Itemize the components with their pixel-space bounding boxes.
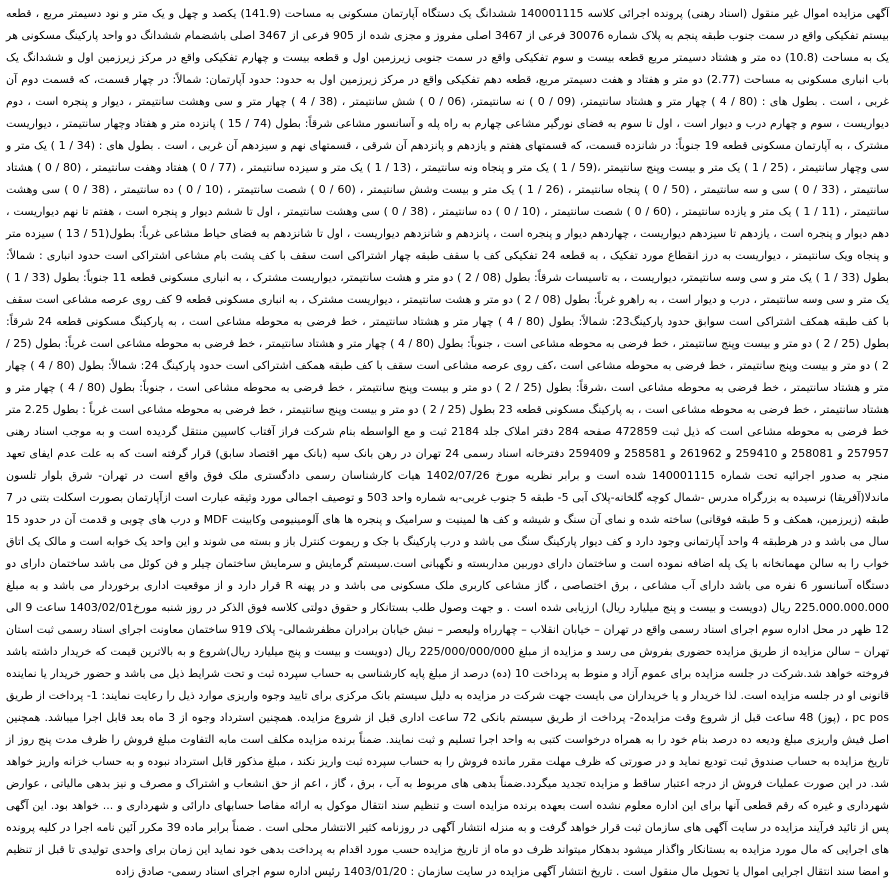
auction-notice-text: آگهی مزایده اموال غیر منقول (اسناد رهنی) پرونده اجرائی کلاسه 140001115 ششدانگ یک دستگاه آپارتمان مسکونی به مساحت (141.9) یکصد و چهل و یک متر و نود دسیمتر مربع ، قطعه بیستم تفکیکی واقع در سمت جنوب طبقه پنجم به پلاک شماره 30076 فرعی از 3467 اصلی مفروز و مجزی شده از 905 فرعی از 3467 اصلی باشضمام ششدانگ دو واحد پارکینگ مسکونی هر یک به مساحت (10.8) ده متر و هشتاد دسیمتر مربع قطعه بیست و سوم تفکیکی واقع در سمت جنوبی زیرزمین اول و قطعه بیست و چهارم تفکیکی واقع در مرکز زیرزمین اول و ششدانگ یک باب انباری مسکونی به مساحت (2.77) دو متر و هفتاد و هفت دسیمتر مربع، قطعه دهم تفکیکی واقع در مرکز زیرزمین اول به حدود: حدود آپارتمان: شمالاً: در چهار قسمت، که قسمت دوم آن غربی ، است . بطول های : (80 / 4 ) چهار متر و هشتاد سانتیمتر، (09 / 0 ) نه سانتیمتر، (06 / 0 ) شش سانتیمتر ، (38 / 4 ) چهار متر و سی وهشت سانتیمتر ، دیوار و پنجره است ، دوم دیواریست ، سوم و چهارم درب و دیوار است ، اول تا سوم به فضای نورگیر مشاعی چهارم به راه پله و آسانسور مشاعی شرقاً: بطول (74 / 15 ) پانزده متر و هفتاد وچهار سانتیمتر ، دیواریست مشترک ، به آپارتمان مسکونی قطعه 19 جنوباً: در شانزده قسمت، که قسمتهای هفتم و یازدهم و پانزدهم آن شرقی ، قسمتهای نهم و سیزدهم آن غربی ، است . بطول های : (34 / 1 ) یک متر و سی وچهار سانتیمتر ، (25 / 1 ) یک متر و بیست وپنج سانتیمتر ،(59 / 1 ) یک متر و پنجاه ونه سانتیمتر ، (13 / 1 ) یک متر و سیزده سانتیمتر ، (77 / 0 ) هفتاد وهفت سانتیمتر ، (80 / 0 ) هشتاد سانتیمتر ، (33 / 0 ) سی و سه سانتیمتر ، (50 / 0 ) پنجاه سانتیمتر ، (26 / 1 ) یک متر و بیست وشش سانتیمتر ، (60 / 0 ) شصت سانتیمتر ، (10 / 0 ) ده سانتیمتر ، (38 / 0 ) سی وهشت سانتیمتر ، (11 / 1 ) یک متر و یازده سانتیمتر ، (60 / 0 ) شصت سانتیمتر ، (10 / 0 ) ده سانتیمتر ، (38 / 0 ) سی وهشت سانتیمتر ، اول تا ششم دیوار و پنجره است ، هفتم تا نهم دیواریست ، دهم دیوار و پنجره است ، یازدهم تا سیزدهم دیواریست ، چهاردهم دیوار و پنجره است ، پانزدهم و شانزدهم دیواریست ، اول تا شانزدهم به فضای حیاط مشاعی غرباً: بطول(51 / 13 ) سیزده متر و پنجاه ویک سانتیمتر ، دیواریست به درز انقطاع مورد تفکیک ، به قطعه 24 تفکیکی کف با سقف طبقه چهار اشتراکی است سقف با کف پشت بام مشاعی اشتراکی است حدود انباری : شمالاً: بطول (33 / 1 ) یک متر و سی وسه سانتیمتر، دیواریست ، به تاسیسات شرقاً: بطول (08 / 2 ) دو متر و هشت سانتیمتر، دیواریست مشترک ، به انباری مسکونی قطعه 11 جنوباً: بطول (33 / 1 ) یک متر و سی وسه سانتیمتر ، درب و دیوار است ، به راهرو غرباً: بطول (08 / 2 ) دو متر و هشت سانتیمتر ، دیواریست مشترک ، به انباری مسکونی قطعه 9 کف روی عرصه مشاعی است سقف با کف طبقه همکف اشتراکی است سوابق حدود پارکینگ23: شمالاً: بطول (80 / 4 ) چهار متر و هشتاد سانتیمتر ، خط فرضی به محوطه مشاعی است ، به پارکینگ مسکونی قطعه 24 شرقاً: بطول (25 / 2 ) دو متر و بیست وپنج سانتیمتر ، خط فرضی به محوطه مشاعی است ، جنوباً: بطول (80 / 4 ) چهار متر و هشتاد سانتیمتر ، خط فرضی به محوطه مشاعی است غرباً: بطول (25 / 2 ) دو متر و بیست وپنج سانتیمتر ، خط فرضی به محوطه مشاعی است ،کف روی عرصه مشاعی است سقف با کف طبقه همکف اشتراکی است حدود پارکینگ 24: شمالاً: بطول (80 / 4 ) چهار متر و هشتاد سانتیمتر ، خط فرضی به محوطه مشاعی است ،شرقاً: بطول (25 / 2 ) دو متر و بیست وپنج سانتیمتر ، خط فرضی به محوطه مشاعی است ، جنوباً: بطول (80 / 4 ) چهار متر و هشتاد سانتیمتر ، خط فرضی به محوطه مشاعی است ، به پارکینگ مسکونی قطعه 23 بطول (25 / 2 ) دو متر و بیست وپنج سانتیمتر ، خط فرضی به محوطه مشاعی است غرباً : بطول 2.25 متر خط فرضی به محوطه مشاعی است که ذیل ثبت 472859 صفحه 284 دفتر املاک جلد 2184 ثبت و مع الواسطه بنام شرکت فراز آفتاب کاسپین منتقل گردیده است و به موجب اسناد رهنی 257957 و 258081 و 259410 و 261962 و 258581 و 259409 دفترخانه اسناد رسمی 24 تهران در رهن بانک سپه (بانک مهر اقتصاد سابق) قرار گرفته است که به علت عدم ایفای تعهد منجر به صدور اجرائیه تحت شماره 140001115 شده است و برابر نظریه مورخ 1402/07/26 هیات کارشناسان رسمی دادگستری ملک فوق واقع است در تهران- شرق بلوار تلسون ماندلا(آفریقا) نرسیده به بزرگراه مدرس -شمال کوچه گلخانه-پلاک آبی 5- طبقه 5 جنوب غربی-به شماره واحد 503 و توصیف اجمالی مورد وثیقه عبارت است ازآپارتمان بصورت اسکلت بتنی در 7 طبقه (زیرزمین، همکف و 5 طبقه فوقانی) ساخته شده و نمای آن سنگ و شیشه و کف ها لمینیت و سرامیک و پنجره ها های آلومینیومی وکابینت MDF و درب های چوبی و قدمت آن در حدود 15 سال می باشد و در هرطبقه 4 واحد آپارتمانی وجود دارد و کف دیوار پارکینگ سنگ می باشد و درب پارکینگ با جک و ریموت کنترل باز و بسته می شوند و این واحد یک خوابه است و مالک یک اتاق خواب را به سالن مهمانخانه با یک پله اضافه نموده است و ساختمان دارای دوربین مداربسته و نگهبانی است.سیستم گرمایش و سرمایش ساختمان چیلر و فن کوئل می باشد ساختمان دارای دو دستگاه آسانسور 6 نفره می باشد دارای آب مشاعی ، برق اختصاصی ، گاز مشاعی کاربری ملک مسکونی می باشد و در پهنه R قرار دارد و از موقعیت اداری برخوردار می باشد و به مبلغ 225.000.000.000 ریال (دویست و بیست و پنج میلیارد ریال) ارزیابی شده است . و جهت وصول طلب بستانکار و حقوق دولتی کلاسه فوق الذکر در روز شنبه مورخ1403/02/01 ساعت 9 الی 12 ظهر در محل اداره سوم اجرای اسناد رسمی واقع در تهران – خیابان انقلاب – چهارراه ولیعصر – نبش خیابان برادران مظفرشمالی- پلاک 919 ساختمان معاونت اجرای اسناد رسمی ثبت استان تهران – سالن مزایده از طریق مزایده حضوری بفروش می رسد و مزایده از مبلغ 225/000/000/000 ریال (دویست و بیست و پنج میلیارد ریال)شروع و به بالاترین قیمت که خریدار داشته باشد فروخته خواهد شد.شرکت در جلسه مزایده برای عموم آزاد و منوط به پرداخت 10 (ده) درصد از مبلغ پایه کارشناسی به حساب سپرده ثبت و تحت شرایط ذیل می باشد و حضور خریدار یا نماینده قانونی او در جلسه مزایده است. لذا خریدار و یا خریداران می بایست جهت شرکت در مزایده به دلیل سیستم بانک مرکزی برای تایید وجوه واریزی موارد ذیل را رعایت نمایند: 1- پرداخت از طریق pc pos ، (پوز) 48 ساعت قبل از شروع وقت مزایده2- پرداخت از طریق سیستم بانکی 72 ساعت اداری قبل از شروع مزایده. همچنین استرداد وجوه از 3 ماه بعد قابل اجرا میباشد. همچنین اصل فیش واریزی مبلغ ودیعه ده درصد بنام خود را به همراه درخواست کتبی به واحد اجرا تسلیم و ثبت نمایند. ضمناً برنده مزایده مکلف است مابه التفاوت مبلغ فروش را ظرف مدت پنج روز از تاریخ مزایده به حساب صندوق ثبت تودیع نماید و در صورتی که ظرف مهلت مقرر مانده فروش را به حساب سپرده ثبت واریز نکند ، مبلغ مذکور قابل استرداد نبوده و به حساب خزانه واریز خواهد شد. در این صورت عملیات فروش از درجه اعتبار ساقط و مزایده تجدید میگردد.ضمناً بدهی های مربوط به آب ، برق ، گاز ، اعم از حق انشعاب و اشتراک و مصرف و نیز بدهی مالیاتی ، عوارض شهرداری و غیره که رقم قطعی آنها برای این اداره معلوم نشده است بعهده برنده مزایده است و تنظیم سند انتقال موکول به ارائه مفاصا حسابهای دارائی و شهرداری و ... خواهد بود. این آگهی پس از تائید فرآیند مزایده در سایت آگهی های سازمان ثبت قرار خواهد گرفت و به منزله انتشار آگهی در روزنامه کثیر الانتشار محلی است . ضمناً برابر ماده 39 مکرر آئین نامه اجرا در کلیه پرونده های اجرایی که مال مورد مزایده به بستانکار واگذار میشود بدهکار میتواند ظرف دو ماه از تاریخ مزایده حسب مورد اقدام به پرداخت بدهی خود نماید این زمان برای واحدی تولیدی تا قبل از تنظیم و امضا سند انتقال اجرایی اموال یا تحویل مال منقول است . تاریخ انتشار آگهی مزایده در سایت سازمان : 1403/01/20 رئیس اداره سوم اجرای اسناد رسمی- صادق زاده [6,7,890,878]
